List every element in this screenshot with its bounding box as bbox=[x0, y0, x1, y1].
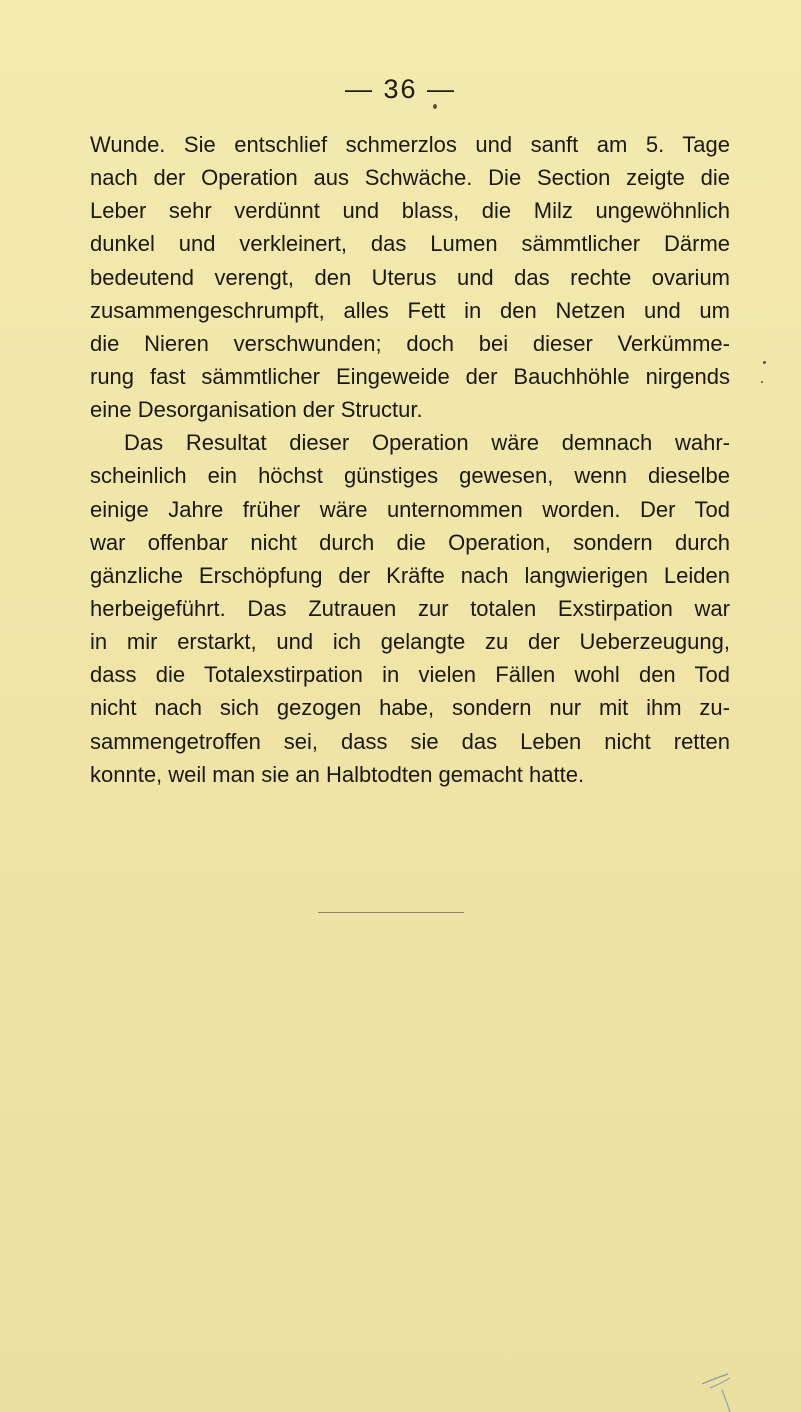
text-line: dunkel und verkleinert, das Lumen sämmtlicher Därme bbox=[90, 231, 730, 257]
text-line: zusammengeschrumpft, alles Fett in den Netzen und um bbox=[90, 297, 730, 323]
separator-rule bbox=[318, 912, 464, 913]
page-corner-mark bbox=[700, 1370, 740, 1412]
text-line: eine Desorganisation der Structur. bbox=[90, 397, 423, 423]
text-line: konnte, weil man sie an Halbtodten gemacht hatte. bbox=[90, 761, 585, 787]
text-line: gänzliche Erschöpfung der Kräfte nach langwierigen Leiden bbox=[90, 562, 730, 588]
ink-speck bbox=[763, 361, 766, 364]
text-line: bedeutend verengt, den Uterus und das rechte ovarium bbox=[90, 264, 730, 290]
ink-speck bbox=[761, 381, 763, 383]
text-line: einige Jahre früher wäre unternommen worden. Der Tod bbox=[90, 496, 730, 522]
text-line: rung fast sämmtlicher Eingeweide der Bauchhöhle nirgends bbox=[90, 363, 730, 389]
body-text bbox=[90, 128, 730, 791]
text-line: dass die Totalexstirpation in vielen Fällen wohl den Tod bbox=[90, 662, 730, 688]
text-line: Das Resultat dieser Operation wäre demnach wahr- bbox=[124, 430, 730, 456]
text-line: herbeigeführt. Das Zutrauen zur totalen Exstirpation war bbox=[90, 595, 730, 621]
text-line: in mir erstarkt, und ich gelangte zu der Ueberzeugung, bbox=[90, 629, 730, 655]
text-line: war offenbar nicht durch die Operation, sondern durch bbox=[90, 529, 730, 555]
text-line: Wunde. Sie entschlief schmerzlos und sanft am 5. Tage bbox=[90, 132, 730, 157]
text-line: die Nieren verschwunden; doch bei dieser Verkümme- bbox=[90, 330, 730, 356]
text-line: nach der Operation aus Schwäche. Die Section zeigte die bbox=[90, 165, 730, 191]
page-number: — 36 — bbox=[344, 74, 457, 104]
text-line: nicht nach sich gezogen habe, sondern nur mit ihm zu- bbox=[90, 695, 730, 721]
text-line: sammengetroffen sei, dass sie das Leben nicht retten bbox=[90, 728, 730, 754]
ink-speck bbox=[433, 104, 437, 109]
text-line: Leber sehr verdünnt und blass, die Milz ungewöhnlich bbox=[90, 198, 730, 224]
text-line: scheinlich ein höchst günstiges gewesen, wenn dieselbe bbox=[90, 463, 730, 489]
